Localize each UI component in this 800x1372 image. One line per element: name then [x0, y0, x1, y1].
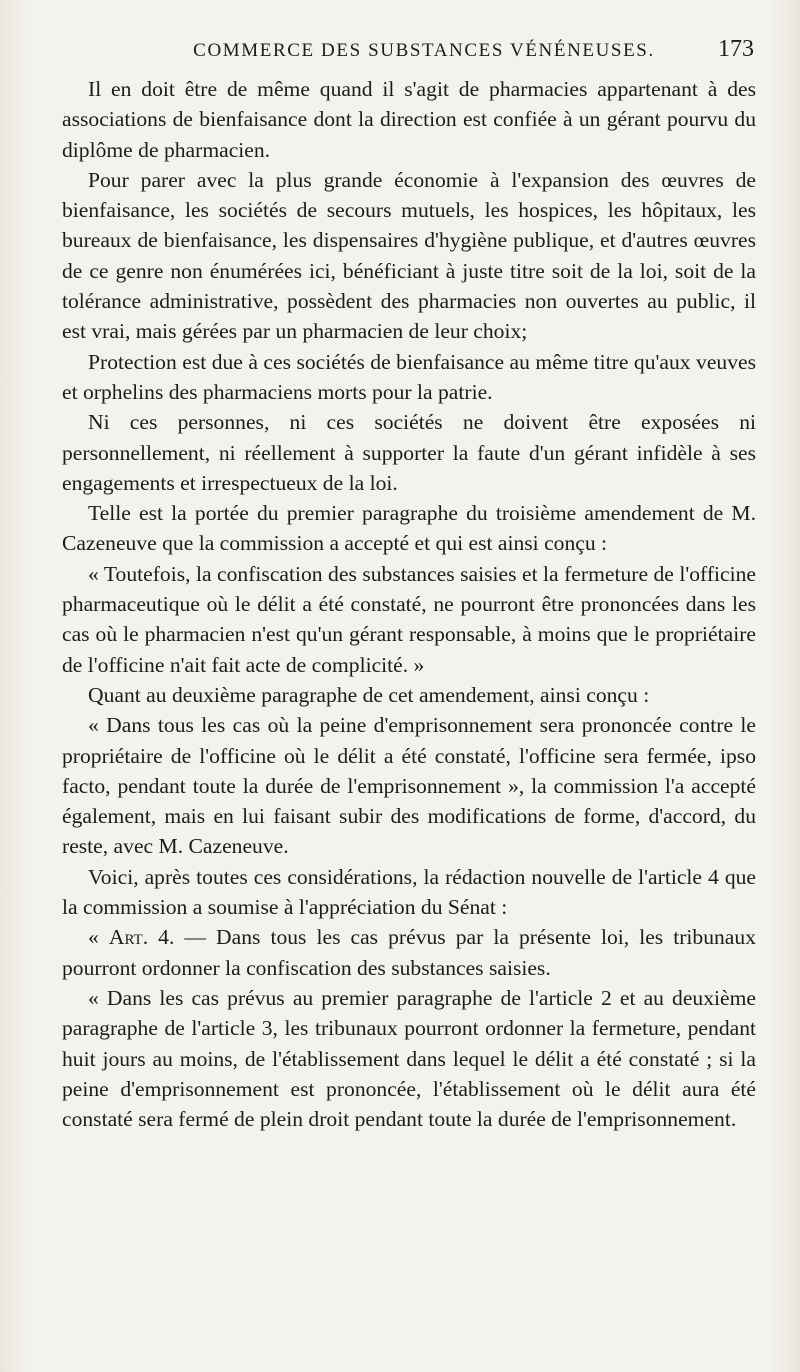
paragraph-quote-emprisonnement: « Dans tous les cas où la peine d'emprisonnement sera prononcée contre le propriétaire de l'officine où le délit a été constaté, l'officine sera fermée, ipso facto, pendant toute la durée de l'emprisonnement », la commission l'a accepté également, mais en lui faisant subir des modifications de forme, d'accord, du reste, avec M. Cazeneuve.: [62, 713, 756, 859]
paragraph-oeuvres-bienfaisance: Pour parer avec la plus grande économie à l'expansion des œuvres de bienfaisance, les sociétés de secours mutuels, les hospices, les hôpitaux, les bureaux de bienfaisance, les dispensaires d'hygiène publique, et d'autres œuvres de ce genre non énumérées ici, bénéficiant à juste titre soit de la loi, soit de la tolérance administrative, possèdent des pharmacies non ouvertes au public, il est vrai, mais gérées par un pharmacien de leur choix;: [62, 167, 756, 344]
paragraph-ni-ces-personnes: Ni ces personnes, ni ces sociétés ne doivent être exposées ni personnellement, ni réellement à supporter la faute d'un gérant infidèle à ses engagements et irrespectueux de la loi.: [62, 410, 756, 495]
paragraph-quote-toutefois: « Toutefois, la confiscation des substances saisies et la fermeture de l'officine pharmaceutique où le délit a été constaté, ne pourront être prononcées dans les cas où le pharmacien n'est qu'un gérant responsable, à moins que le propriétaire de l'officine n'ait fait acte de complicité. »: [62, 561, 756, 677]
paragraph-pharmacies-bienfaisance: Il en doit être de même quand il s'agit de pharmacies appartenant à des associations de bienfaisance dont la direction est confiée à un gérant pourvu du diplôme de pharmacien.: [62, 77, 756, 162]
article-text: — Dans tous les cas prévus par la présente loi, les tribunaux pourront ordonner la confiscation des substances saisies.: [62, 925, 756, 980]
paragraph-portee-amendement: Telle est la portée du premier paragraphe du troisième amendement de M. Cazeneuve que la commission a accepté et qui est ainsi conçu :: [62, 501, 756, 556]
paragraph-fermeture: « Dans les cas prévus au premier paragraphe de l'article 2 et au deuxième paragraphe de l'article 3, les tribunaux pourront ordonner la fermeture, pendant huit jours au moins, de l'établissement dans lequel le délit a été constaté ; si la peine d'emprisonnement est prononcée, l'établissement où le délit aura été constaté sera fermé de plein droit pendant toute la durée de l'emprisonnement.: [62, 985, 756, 1132]
paragraph-article-4: [62, 922, 756, 983]
paragraph-deuxieme-paragraphe: Quant au deuxième paragraphe de cet amendement, ainsi conçu :: [88, 682, 650, 707]
article-open-quote: «: [88, 925, 109, 950]
paragraph-redaction-nouvelle: Voici, après toutes ces considérations, la rédaction nouvelle de l'article 4 que la commission a soumise à l'appréciation du Sénat :: [62, 864, 756, 920]
paragraph-protection: Protection est due à ces sociétés de bienfaisance au même titre qu'aux veuves et orphelins des pharmaciens morts pour la patrie.: [62, 349, 756, 404]
page-body: [62, 74, 756, 1134]
article-label: Art. 4.: [108, 925, 175, 950]
running-header: [62, 30, 756, 74]
running-title: COMMERCE DES SUBSTANCES VÉNÉNEUSES.: [193, 40, 655, 61]
page-number: 173: [718, 36, 754, 62]
